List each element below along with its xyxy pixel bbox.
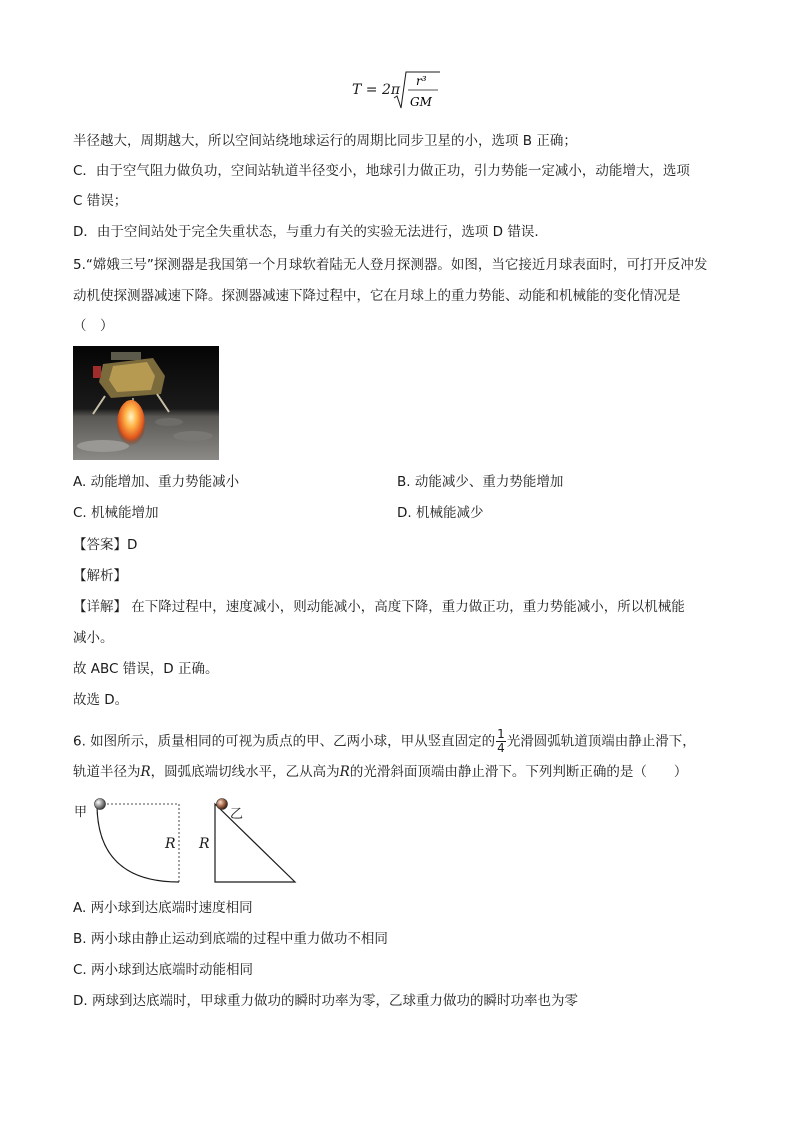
q6-stem-2b: ，圆弧底端切线水平，乙从高为 — [150, 764, 340, 780]
label-yi: 乙 — [230, 807, 244, 822]
incline — [215, 804, 295, 882]
var-r: R — [339, 764, 350, 780]
ball-jia — [95, 799, 106, 810]
formula-lhs: T = 2π — [352, 82, 401, 98]
lander-photo — [73, 346, 219, 460]
q5-detail-line-3: 故 ABC 错误，D 正确。 — [73, 661, 219, 677]
prev-answer-line-1: 半径越大，周期越大，所以空间站绕地球运行的周期比同步卫星的小，选项 B 正确； — [73, 133, 577, 149]
q5-detail-line-2: 减小。 — [73, 630, 114, 646]
q5-option-a: A. 动能增加、重力势能减小 — [73, 474, 240, 490]
q6-stem-line-2 — [73, 762, 687, 782]
formula-numerator: r³ — [416, 74, 427, 88]
fraction-denominator: 4 — [497, 741, 505, 755]
q5-option-c: C. 机械能增加 — [73, 505, 159, 521]
q5-stem-line-1: 5.“嫦娥三号”探测器是我国第一个月球软着陆无人登月探测器。如图，当它接近月球表面时，可打开反冲发 — [73, 257, 708, 273]
q6-figure — [70, 796, 310, 888]
q6-stem-1b: 光滑圆弧轨道顶端由静止滑下， — [506, 733, 696, 750]
quarter-fraction — [496, 728, 506, 755]
sqrt-fraction — [348, 68, 448, 114]
q5-stem-line-3: （ ） — [73, 318, 114, 334]
q5-answer: 【答案】D — [73, 537, 138, 553]
q5-option-d: D. 机械能减少 — [397, 505, 484, 521]
prev-answer-line-4: D．由于空间站处于完全失重状态，与重力有关的实验无法进行，选项 D 错误. — [73, 224, 539, 240]
q6-option-a: A. 两小球到达底端时速度相同 — [73, 900, 253, 916]
formula-denominator: GM — [410, 95, 432, 109]
ball-yi — [217, 799, 228, 810]
period-formula — [348, 68, 448, 114]
label-r-incline: R — [199, 836, 210, 852]
q6-stem-line-1 — [73, 728, 696, 755]
prev-answer-line-2: C．由于空气阻力做负功，空间站轨道半径变小，地球引力做正功，引力势能一定减小，动能增大，选项 — [73, 163, 690, 179]
q6-stem-2a: 轨道半径为 — [73, 764, 141, 780]
q6-option-d: D. 两球到达底端时，甲球重力做功的瞬时功率为零，乙球重力做功的瞬时功率也为零 — [73, 993, 578, 1009]
q6-stem-1a: 6. 如图所示，质量相同的可视为质点的甲、乙两小球，甲从竖直固定的 — [73, 733, 496, 750]
label-jia: 甲 — [74, 805, 88, 820]
label-r-arc: R — [165, 836, 176, 852]
q5-detail-line-4: 故选 D。 — [73, 692, 129, 708]
q5-option-b: B. 动能减少、重力势能增加 — [397, 474, 564, 490]
q6-option-b: B. 两小球由静止运动到底端的过程中重力做功不相同 — [73, 931, 388, 947]
q5-stem-line-2: 动机使探测器减速下降。探测器减速下降过程中，它在月球上的重力势能、动能和机械能的变化情况是 — [73, 288, 681, 304]
q6-stem-2c: 的光滑斜面顶端由静止滑下。下列判断正确的是（ ） — [349, 764, 688, 780]
prev-answer-line-3: C 错误； — [73, 193, 128, 209]
var-r: R — [140, 764, 151, 780]
fraction-numerator: 1 — [497, 727, 505, 741]
q5-analysis-heading: 【解析】 — [73, 568, 127, 584]
q6-option-c: C. 两小球到达底端时动能相同 — [73, 962, 254, 978]
q5-detail-line-1: 【详解】 在下降过程中，速度减小，则动能减小，高度下降，重力做正功，重力势能减小，所以机械能 — [73, 599, 685, 615]
